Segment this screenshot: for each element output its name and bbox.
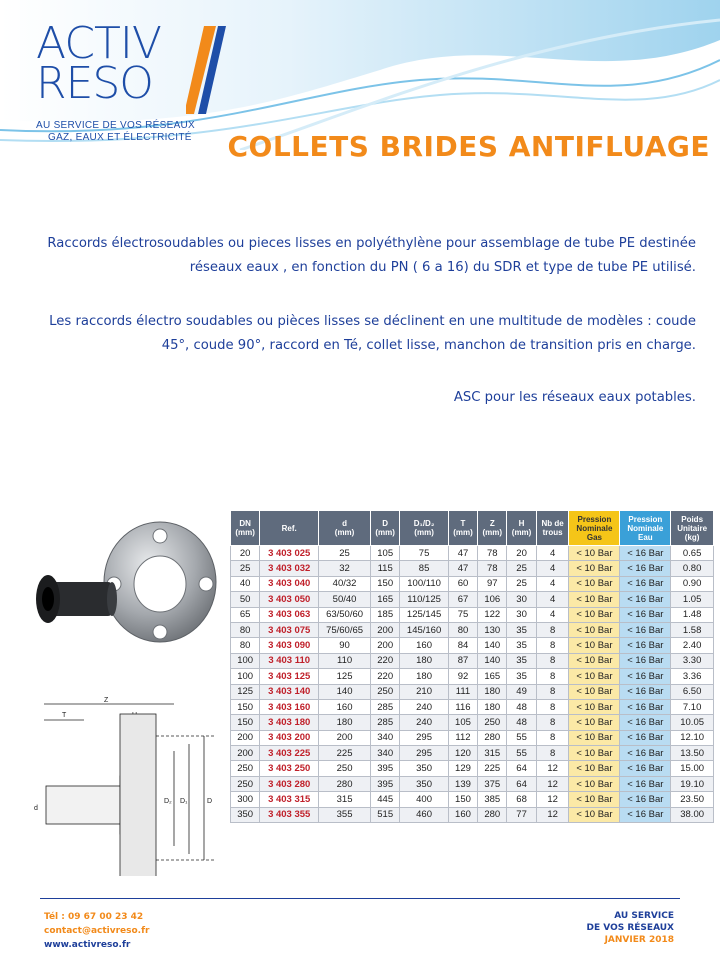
cell-d1-d2: 110/125: [400, 592, 449, 607]
cell-dn: 200: [231, 730, 260, 745]
cell-weight: 0.80: [671, 561, 714, 576]
cell-z: 280: [478, 807, 507, 822]
cell-pn-gas: < 10 Bar: [569, 684, 620, 699]
cell-h: 48: [507, 699, 536, 714]
cell-weight: 0.65: [671, 546, 714, 561]
cell-t: 112: [448, 730, 477, 745]
cell-weight: 15.00: [671, 761, 714, 776]
cell-weight: 19.10: [671, 776, 714, 791]
cell-holes: 8: [536, 653, 569, 668]
cell-ref: 3 403 110: [260, 653, 319, 668]
description-paragraph-3: ASC pour les réseaux eaux potables.: [453, 390, 696, 405]
cell-D: 515: [371, 807, 400, 822]
cell-dn: 300: [231, 792, 260, 807]
company-logo: [36, 18, 226, 152]
cell-holes: 12: [536, 761, 569, 776]
cell-pn-gas: < 10 Bar: [569, 699, 620, 714]
cell-D: 200: [371, 622, 400, 637]
cell-h: 20: [507, 546, 536, 561]
cell-dn: 25: [231, 561, 260, 576]
cell-ref: 3 403 355: [260, 807, 319, 822]
table-row: [231, 715, 714, 730]
table-row: [231, 622, 714, 637]
cell-D: 340: [371, 746, 400, 761]
cell-pn-gas: < 10 Bar: [569, 669, 620, 684]
cell-t: 139: [448, 776, 477, 791]
cell-t: 84: [448, 638, 477, 653]
cell-d: 40/32: [319, 576, 371, 591]
cell-d: 125: [319, 669, 371, 684]
cell-dn: 100: [231, 669, 260, 684]
cell-pn-eau: < 16 Bar: [620, 607, 671, 622]
cell-D: 445: [371, 792, 400, 807]
table-row: [231, 592, 714, 607]
cell-z: 375: [478, 776, 507, 791]
logo-tagline-2: GAZ, EAUX ET ÉLECTRICITÉ: [48, 132, 192, 143]
cell-pn-eau: < 16 Bar: [620, 699, 671, 714]
cell-pn-eau: < 16 Bar: [620, 576, 671, 591]
cell-dn: 200: [231, 746, 260, 761]
cell-z: 97: [478, 576, 507, 591]
dim-label-t: T: [62, 712, 67, 719]
cell-d: 110: [319, 653, 371, 668]
cell-pn-eau: < 16 Bar: [620, 546, 671, 561]
cell-holes: 8: [536, 669, 569, 684]
cell-ref: 3 403 125: [260, 669, 319, 684]
cell-h: 30: [507, 607, 536, 622]
cell-h: 35: [507, 653, 536, 668]
header-cell-dn: DN (mm): [231, 511, 260, 546]
cell-pn-eau: < 16 Bar: [620, 592, 671, 607]
cell-dn: 250: [231, 776, 260, 791]
cell-dn: 150: [231, 699, 260, 714]
table-row: [231, 653, 714, 668]
cell-h: 64: [507, 776, 536, 791]
table-body: [231, 546, 714, 823]
cell-d1-d2: 400: [400, 792, 449, 807]
table-row: [231, 807, 714, 822]
cell-ref: 3 403 160: [260, 699, 319, 714]
cell-pn-gas: < 10 Bar: [569, 730, 620, 745]
logo-tagline-1: AU SERVICE DE VOS RÉSEAUX: [36, 120, 196, 131]
cell-t: 47: [448, 546, 477, 561]
cell-h: 49: [507, 684, 536, 699]
cell-t: 129: [448, 761, 477, 776]
cell-pn-gas: < 10 Bar: [569, 546, 620, 561]
cell-h: 25: [507, 576, 536, 591]
header-cell-D: D (mm): [371, 511, 400, 546]
cell-D: 220: [371, 669, 400, 684]
cell-d: 140: [319, 684, 371, 699]
cell-t: 47: [448, 561, 477, 576]
cell-z: 140: [478, 638, 507, 653]
cell-D: 150: [371, 576, 400, 591]
cell-D: 340: [371, 730, 400, 745]
cell-dn: 80: [231, 622, 260, 637]
cell-z: 78: [478, 561, 507, 576]
cell-z: 180: [478, 684, 507, 699]
cell-d: 315: [319, 792, 371, 807]
cell-pn-gas: < 10 Bar: [569, 715, 620, 730]
cell-D: 220: [371, 653, 400, 668]
cell-D: 250: [371, 684, 400, 699]
cell-weight: 23.50: [671, 792, 714, 807]
cell-t: 60: [448, 576, 477, 591]
cell-z: 78: [478, 546, 507, 561]
cell-holes: 8: [536, 730, 569, 745]
cell-d1-d2: 160: [400, 638, 449, 653]
cell-pn-gas: < 10 Bar: [569, 807, 620, 822]
cell-d: 50/40: [319, 592, 371, 607]
cell-pn-eau: < 16 Bar: [620, 776, 671, 791]
table-row: [231, 669, 714, 684]
cell-pn-gas: < 10 Bar: [569, 638, 620, 653]
table-row: [231, 761, 714, 776]
table-row: [231, 776, 714, 791]
cell-ref: 3 403 040: [260, 576, 319, 591]
dim-label-d1: D₁: [180, 798, 188, 805]
cell-z: 130: [478, 622, 507, 637]
cell-t: 111: [448, 684, 477, 699]
cell-d: 32: [319, 561, 371, 576]
cell-dn: 100: [231, 653, 260, 668]
cell-h: 30: [507, 592, 536, 607]
cell-ref: 3 403 200: [260, 730, 319, 745]
cell-holes: 12: [536, 807, 569, 822]
cell-pn-eau: < 16 Bar: [620, 638, 671, 653]
dim-label-d-outer: D: [207, 798, 213, 805]
cell-weight: 6.50: [671, 684, 714, 699]
footer-tagline-1: AU SERVICE: [614, 911, 674, 921]
page-title: COLLETS BRIDES ANTIFLUAGE: [227, 130, 710, 163]
cell-D: 395: [371, 761, 400, 776]
cell-pn-eau: < 16 Bar: [620, 684, 671, 699]
footer-phone: Tél : 09 67 00 23 42: [44, 912, 144, 922]
cell-d1-d2: 460: [400, 807, 449, 822]
table-row: [231, 792, 714, 807]
cell-pn-eau: < 16 Bar: [620, 622, 671, 637]
cell-ref: 3 403 032: [260, 561, 319, 576]
cell-D: 105: [371, 546, 400, 561]
cell-h: 68: [507, 792, 536, 807]
cell-d: 280: [319, 776, 371, 791]
footer-date: JANVIER 2018: [604, 935, 674, 945]
cell-z: 165: [478, 669, 507, 684]
cell-ref: 3 403 025: [260, 546, 319, 561]
cell-t: 75: [448, 607, 477, 622]
cell-z: 280: [478, 730, 507, 745]
cell-d1-d2: 350: [400, 761, 449, 776]
cell-d1-d2: 210: [400, 684, 449, 699]
table-row: [231, 546, 714, 561]
cell-holes: 8: [536, 622, 569, 637]
logo-word-reso: RESO: [36, 58, 153, 109]
cell-pn-eau: < 16 Bar: [620, 807, 671, 822]
cell-h: 35: [507, 669, 536, 684]
cell-holes: 8: [536, 684, 569, 699]
cell-t: 80: [448, 622, 477, 637]
cell-holes: 4: [536, 546, 569, 561]
footer-divider: [40, 898, 680, 899]
cell-holes: 4: [536, 592, 569, 607]
cell-ref: 3 403 075: [260, 622, 319, 637]
cell-D: 200: [371, 638, 400, 653]
cell-d1-d2: 295: [400, 730, 449, 745]
cell-weight: 1.58: [671, 622, 714, 637]
specification-table: [230, 510, 714, 823]
product-photo: [28, 518, 220, 698]
cell-weight: 2.40: [671, 638, 714, 653]
footer-tagline-2: DE VOS RÉSEAUX: [586, 923, 674, 933]
cell-holes: 12: [536, 776, 569, 791]
header-cell-pn-eau: Pression Nominale Eau: [620, 511, 671, 546]
header-cell-h: H (mm): [507, 511, 536, 546]
table-row: [231, 638, 714, 653]
cell-holes: 4: [536, 576, 569, 591]
cell-ref: 3 403 180: [260, 715, 319, 730]
cell-t: 105: [448, 715, 477, 730]
cell-pn-eau: < 16 Bar: [620, 746, 671, 761]
cell-weight: 0.90: [671, 576, 714, 591]
footer-contact: [44, 910, 149, 952]
cell-D: 395: [371, 776, 400, 791]
cell-d: 180: [319, 715, 371, 730]
cell-h: 55: [507, 730, 536, 745]
dim-label-d: d: [34, 805, 38, 812]
cell-d1-d2: 75: [400, 546, 449, 561]
table-row: [231, 730, 714, 745]
cell-weight: 3.36: [671, 669, 714, 684]
cell-t: 116: [448, 699, 477, 714]
table-row: [231, 684, 714, 699]
logo-word-activ: ACTIV: [36, 18, 162, 69]
cell-pn-eau: < 16 Bar: [620, 653, 671, 668]
cell-dn: 150: [231, 715, 260, 730]
cell-d1-d2: 240: [400, 699, 449, 714]
cell-pn-eau: < 16 Bar: [620, 792, 671, 807]
cell-pn-gas: < 10 Bar: [569, 746, 620, 761]
cell-d1-d2: 295: [400, 746, 449, 761]
cell-d: 25: [319, 546, 371, 561]
cell-h: 35: [507, 622, 536, 637]
table-row: [231, 699, 714, 714]
cell-ref: 3 403 140: [260, 684, 319, 699]
cell-d: 90: [319, 638, 371, 653]
cell-z: 106: [478, 592, 507, 607]
cell-t: 120: [448, 746, 477, 761]
header-cell-d1-d2: D₁/D₂ (mm): [400, 511, 449, 546]
cell-dn: 350: [231, 807, 260, 822]
dim-label-z: Z: [104, 697, 109, 704]
cell-h: 55: [507, 746, 536, 761]
cell-ref: 3 403 063: [260, 607, 319, 622]
cell-weight: 1.05: [671, 592, 714, 607]
cell-t: 92: [448, 669, 477, 684]
cell-weight: 3.30: [671, 653, 714, 668]
cell-pn-gas: < 10 Bar: [569, 622, 620, 637]
cell-D: 285: [371, 699, 400, 714]
technical-drawing: [24, 696, 224, 876]
cell-pn-eau: < 16 Bar: [620, 561, 671, 576]
cell-z: 140: [478, 653, 507, 668]
cell-weight: 13.50: [671, 746, 714, 761]
table-row: [231, 746, 714, 761]
cell-d1-d2: 85: [400, 561, 449, 576]
cell-d: 160: [319, 699, 371, 714]
cell-d: 63/50/60: [319, 607, 371, 622]
header-cell-z: Z (mm): [478, 511, 507, 546]
cell-ref: 3 403 315: [260, 792, 319, 807]
cell-h: 25: [507, 561, 536, 576]
cell-dn: 80: [231, 638, 260, 653]
cell-d: 355: [319, 807, 371, 822]
footer-website: www.activreso.fr: [44, 940, 131, 950]
cell-h: 77: [507, 807, 536, 822]
cell-d1-d2: 100/110: [400, 576, 449, 591]
cell-t: 87: [448, 653, 477, 668]
cell-d1-d2: 145/160: [400, 622, 449, 637]
cell-D: 115: [371, 561, 400, 576]
header-cell-t: T (mm): [448, 511, 477, 546]
cell-holes: 8: [536, 746, 569, 761]
cell-pn-eau: < 16 Bar: [620, 730, 671, 745]
description-paragraph-1: Raccords électrosoudables ou pieces lisses en polyéthylène pour assemblage de tube PE destinée réseaux eaux , en fonction du PN ( 6 a 16) du SDR et type de tube PE utilisé.: [47, 236, 696, 275]
cell-pn-gas: < 10 Bar: [569, 576, 620, 591]
header-cell-holes: Nb de trous: [536, 511, 569, 546]
dim-label-d2: D₂: [164, 798, 172, 805]
cell-pn-gas: < 10 Bar: [569, 607, 620, 622]
header-cell-ref: Ref.: [260, 511, 319, 546]
cell-z: 385: [478, 792, 507, 807]
cell-weight: 12.10: [671, 730, 714, 745]
cell-d: 225: [319, 746, 371, 761]
cell-pn-gas: < 10 Bar: [569, 776, 620, 791]
cell-holes: 8: [536, 715, 569, 730]
cell-dn: 20: [231, 546, 260, 561]
cell-d1-d2: 180: [400, 653, 449, 668]
cell-ref: 3 403 280: [260, 776, 319, 791]
cell-d1-d2: 240: [400, 715, 449, 730]
cell-dn: 65: [231, 607, 260, 622]
cell-pn-gas: < 10 Bar: [569, 592, 620, 607]
cell-dn: 50: [231, 592, 260, 607]
cell-weight: 10.05: [671, 715, 714, 730]
cell-pn-eau: < 16 Bar: [620, 761, 671, 776]
cell-holes: 12: [536, 792, 569, 807]
cell-dn: 125: [231, 684, 260, 699]
cell-ref: 3 403 050: [260, 592, 319, 607]
cell-t: 67: [448, 592, 477, 607]
cell-d: 250: [319, 761, 371, 776]
cell-d: 75/60/65: [319, 622, 371, 637]
cell-dn: 40: [231, 576, 260, 591]
cell-pn-gas: < 10 Bar: [569, 792, 620, 807]
cell-D: 285: [371, 715, 400, 730]
cell-holes: 8: [536, 638, 569, 653]
footer-email: contact@activreso.fr: [44, 926, 150, 936]
cell-pn-eau: < 16 Bar: [620, 669, 671, 684]
cell-d1-d2: 350: [400, 776, 449, 791]
cell-ref: 3 403 250: [260, 761, 319, 776]
cell-D: 185: [371, 607, 400, 622]
cell-z: 180: [478, 699, 507, 714]
cell-holes: 4: [536, 607, 569, 622]
cell-holes: 8: [536, 699, 569, 714]
footer-tagline: [587, 910, 674, 946]
cell-pn-eau: < 16 Bar: [620, 715, 671, 730]
cell-pn-gas: < 10 Bar: [569, 653, 620, 668]
table-row: [231, 607, 714, 622]
cell-pn-gas: < 10 Bar: [569, 761, 620, 776]
table-row: [231, 576, 714, 591]
cell-weight: 1.48: [671, 607, 714, 622]
cell-ref: 3 403 090: [260, 638, 319, 653]
cell-z: 225: [478, 761, 507, 776]
cell-D: 165: [371, 592, 400, 607]
cell-h: 35: [507, 638, 536, 653]
header-cell-pn-gas: Pression Nominale Gas: [569, 511, 620, 546]
cell-weight: 38.00: [671, 807, 714, 822]
cell-h: 64: [507, 761, 536, 776]
cell-d1-d2: 180: [400, 669, 449, 684]
cell-z: 315: [478, 746, 507, 761]
table-header-row: [231, 511, 714, 546]
cell-z: 122: [478, 607, 507, 622]
cell-ref: 3 403 225: [260, 746, 319, 761]
cell-d1-d2: 125/145: [400, 607, 449, 622]
table-row: [231, 561, 714, 576]
logo-slash-icon: [186, 26, 226, 116]
cell-weight: 7.10: [671, 699, 714, 714]
cell-d: 200: [319, 730, 371, 745]
header-cell-d: d (mm): [319, 511, 371, 546]
description-paragraph-2: Les raccords électro soudables ou pièces lisses se déclinent en une multitude de modèles : coude 45°, coude 90°, raccord en Té, collet lisse, manchon de transition pris en charge.: [49, 314, 696, 353]
cell-pn-gas: < 10 Bar: [569, 561, 620, 576]
cell-h: 48: [507, 715, 536, 730]
cell-t: 150: [448, 792, 477, 807]
cell-z: 250: [478, 715, 507, 730]
cell-dn: 250: [231, 761, 260, 776]
header-cell-weight: Poids Unitaire (kg): [671, 511, 714, 546]
cell-holes: 4: [536, 561, 569, 576]
cell-t: 160: [448, 807, 477, 822]
